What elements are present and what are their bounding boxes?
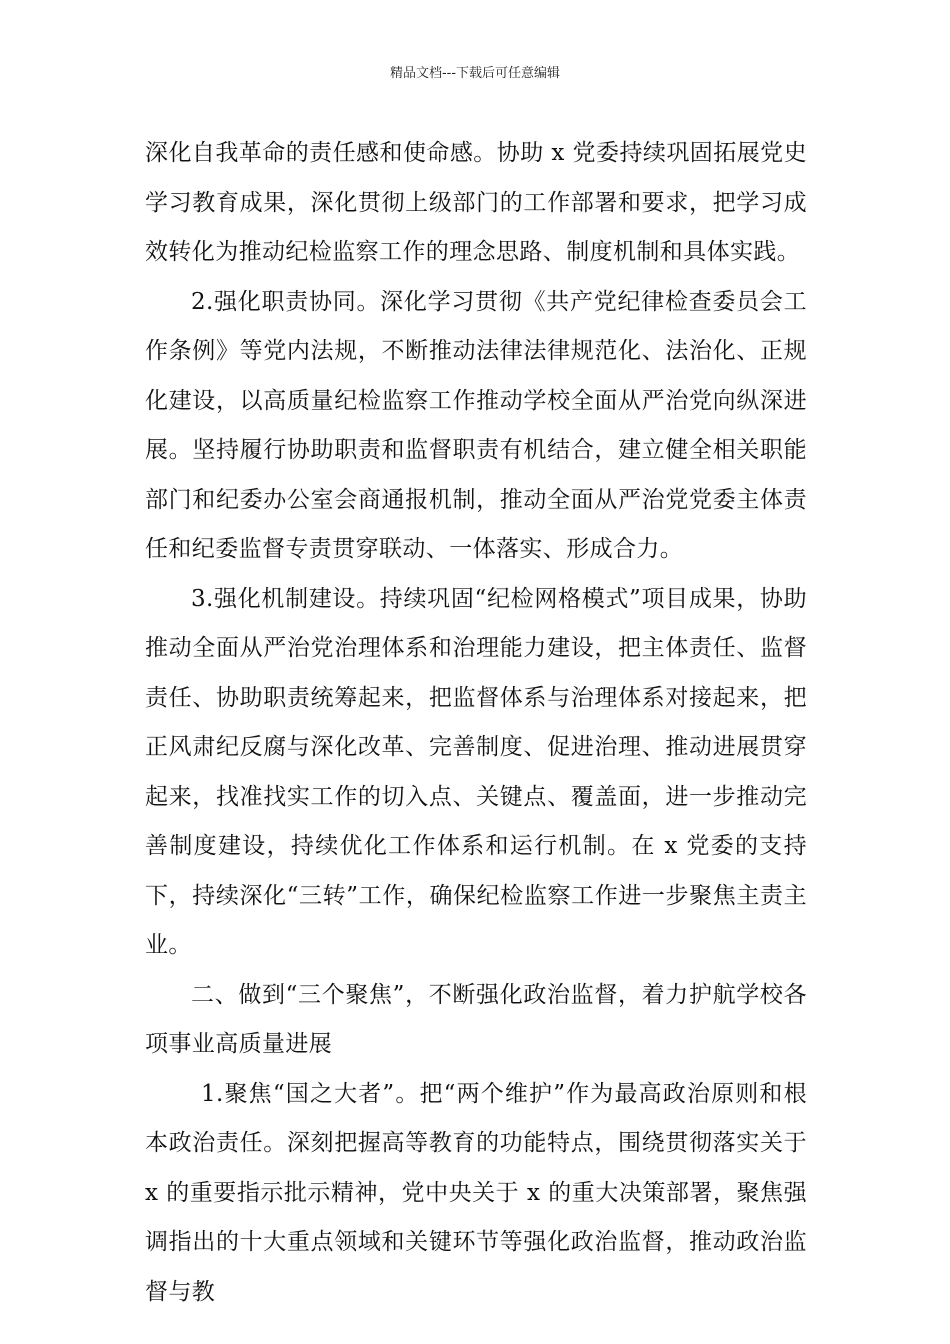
paragraph-focus-national-affairs: 1.聚焦“国之大者”。把“两个维护”作为最高政治原则和根本政治责任。深刻把握高等教育的功能特点，围绕贯彻落实关于 x 的重要指示批示精神，党中央关于 x 的重大决策部署，聚焦强调指出的十大重点领域和关键环节等强化政治监督，推动政治监督与教	[145, 1080, 807, 1305]
paragraph-mechanism-building: 3.强化机制建设。持续巩固“纪检网格模式”项目成果，协助推动全面从严治党治理体系和治理能力建设，把主体责任、监督责任、协助职责统筹起来，把监督体系与治理体系对接起来，把正风肃纪反腐与深化改革、完善制度、促进治理、推动进展贯穿起来，找准找实工作的切入点、关键点、覆盖面，进一步推动完善制度建设，持续优化工作体系和运行机制。在 x 党委的支持下，持续深化“三转”工作，确保纪检监察工作进一步聚焦主责主业。	[145, 585, 807, 958]
paragraph-duty-coordination: 2.强化职责协同。深化学习贯彻《共产党纪律检查委员会工作条例》等党内法规，不断推动法律法律规范化、法治化、正规化建设，以高质量纪检监察工作推动学校全面从严治党向纵深进展。坚持履行协助职责和监督职责有机结合，建立健全相关职能部门和纪委办公室会商通报机制，推动全面从严治党党委主体责任和纪委监督专责贯穿联动、一体落实、形成合力。	[145, 288, 807, 562]
paragraph-continuation: 深化自我革命的责任感和使命感。协助 x 党委持续巩固拓展党史学习教育成果，深化贯彻上级部门的工作部署和要求，把学习成效转化为推动纪检监察工作的理念思路、制度机制和具体实践。	[145, 140, 807, 265]
section-heading-three-focuses: 二、做到“三个聚焦”，不断强化政治监督，着力护航学校各项事业高质量进展	[145, 981, 807, 1057]
page-header: 精品文档---下载后可任意编辑	[389, 66, 561, 81]
document-body	[145, 129, 807, 1317]
